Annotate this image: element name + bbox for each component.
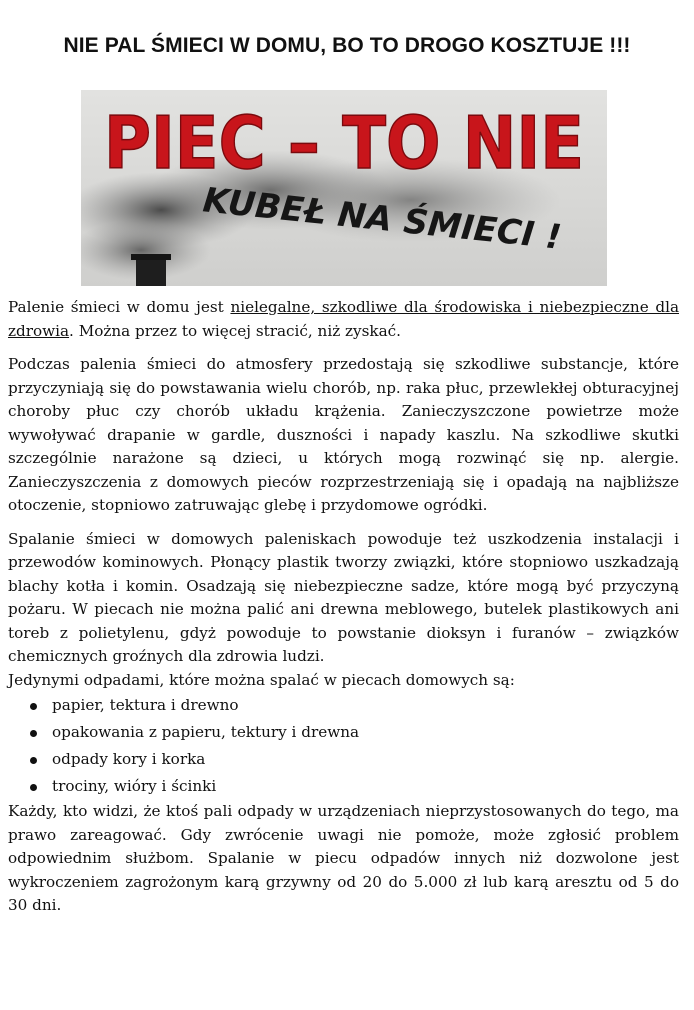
paragraph-chimney: Spalanie śmieci w domowych paleniskach powoduje też uszkodzenia instalacji i przewodów kominowych. Płonący plastik tworzy związki, które stopniowo uszkadzają blachy kotła i komin. Osadzają się niebezpieczne sadze, które mogą być przyczyną pożaru. W piecach nie można palić ani drewna meblowego, butelek plastikowych ani toreb z polietylenu, gdyż powoduje to powstanie dioksyn i furanów – związków chemicznych groźnych dla zdrowia ludzi. xyxy=(8,529,679,665)
list-item: opakowania z papieru, tektury i drewna xyxy=(8,719,679,746)
article-body xyxy=(8,296,679,928)
paragraph-intro xyxy=(8,296,679,343)
intro-text-end: . Można przez to więcej stracić, niż zyskać. xyxy=(69,321,401,340)
allowed-waste-list xyxy=(8,692,679,800)
bullet-icon xyxy=(30,784,37,791)
list-item: odpady kory i korka xyxy=(8,746,679,773)
page-title: NIE PAL ŚMIECI W DOMU, BO TO DROGO KOSZTUJE !!! xyxy=(63,34,631,57)
banner-subline: KUBEŁ NA ŚMIECI ! xyxy=(201,180,566,258)
list-item: trociny, wióry i ścinki xyxy=(8,773,679,800)
bullet-icon xyxy=(30,757,37,764)
banner-image xyxy=(81,90,607,286)
bullet-icon xyxy=(30,703,37,710)
intro-text-start: Palenie śmieci w domu jest xyxy=(8,298,231,316)
list-intro: Jedynymi odpadami, które można spalać w piecach domowych są: xyxy=(8,670,515,689)
list-item: papier, tektura i drewno xyxy=(8,692,679,719)
paragraph-penalty: Każdy, kto widzi, że ktoś pali odpady w urządzeniach nieprzystosowanych do tego, ma prawo zareagować. Gdy zwrócenie uwagi nie pomoże, może zgłosić problem odpowiednim służbom. Spalanie w piecu odpadów innych niż dozwolone jest wykroczeniem zagrożonym karą grzywny od 20 do 5.000 zł lub karą aresztu od 5 do 30 dni. xyxy=(8,802,679,914)
banner-headline: PIEC – TO NIE xyxy=(104,101,584,185)
paragraph-health: Podczas palenia śmieci do atmosfery przedostają się szkodliwe substancje, które przyczyniają się do powstawania wielu chorób, np. raka płuc, przewlekłej obturacyjnej choroby płuc czy chorób układu krążenia. Zanieczyszczone powietrze może wywoływać drapanie w gardle, duszności i napady kaszlu. Na szkodliwe skutki szczególnie narażone są dzieci, u których mogą rozwinąć się np. alergie. Zanieczyszczenia z domowych pieców rozprzestrzeniają się i opadają na najbliższe otoczenie, stopniowo zatruwając glebę i przydomowe ogródki. xyxy=(8,355,679,514)
intro-underlined-text: nielegalne, szkodliwe dla środowiska i niebezpieczne dla zdrowia xyxy=(8,298,679,340)
bullet-icon xyxy=(30,730,37,737)
